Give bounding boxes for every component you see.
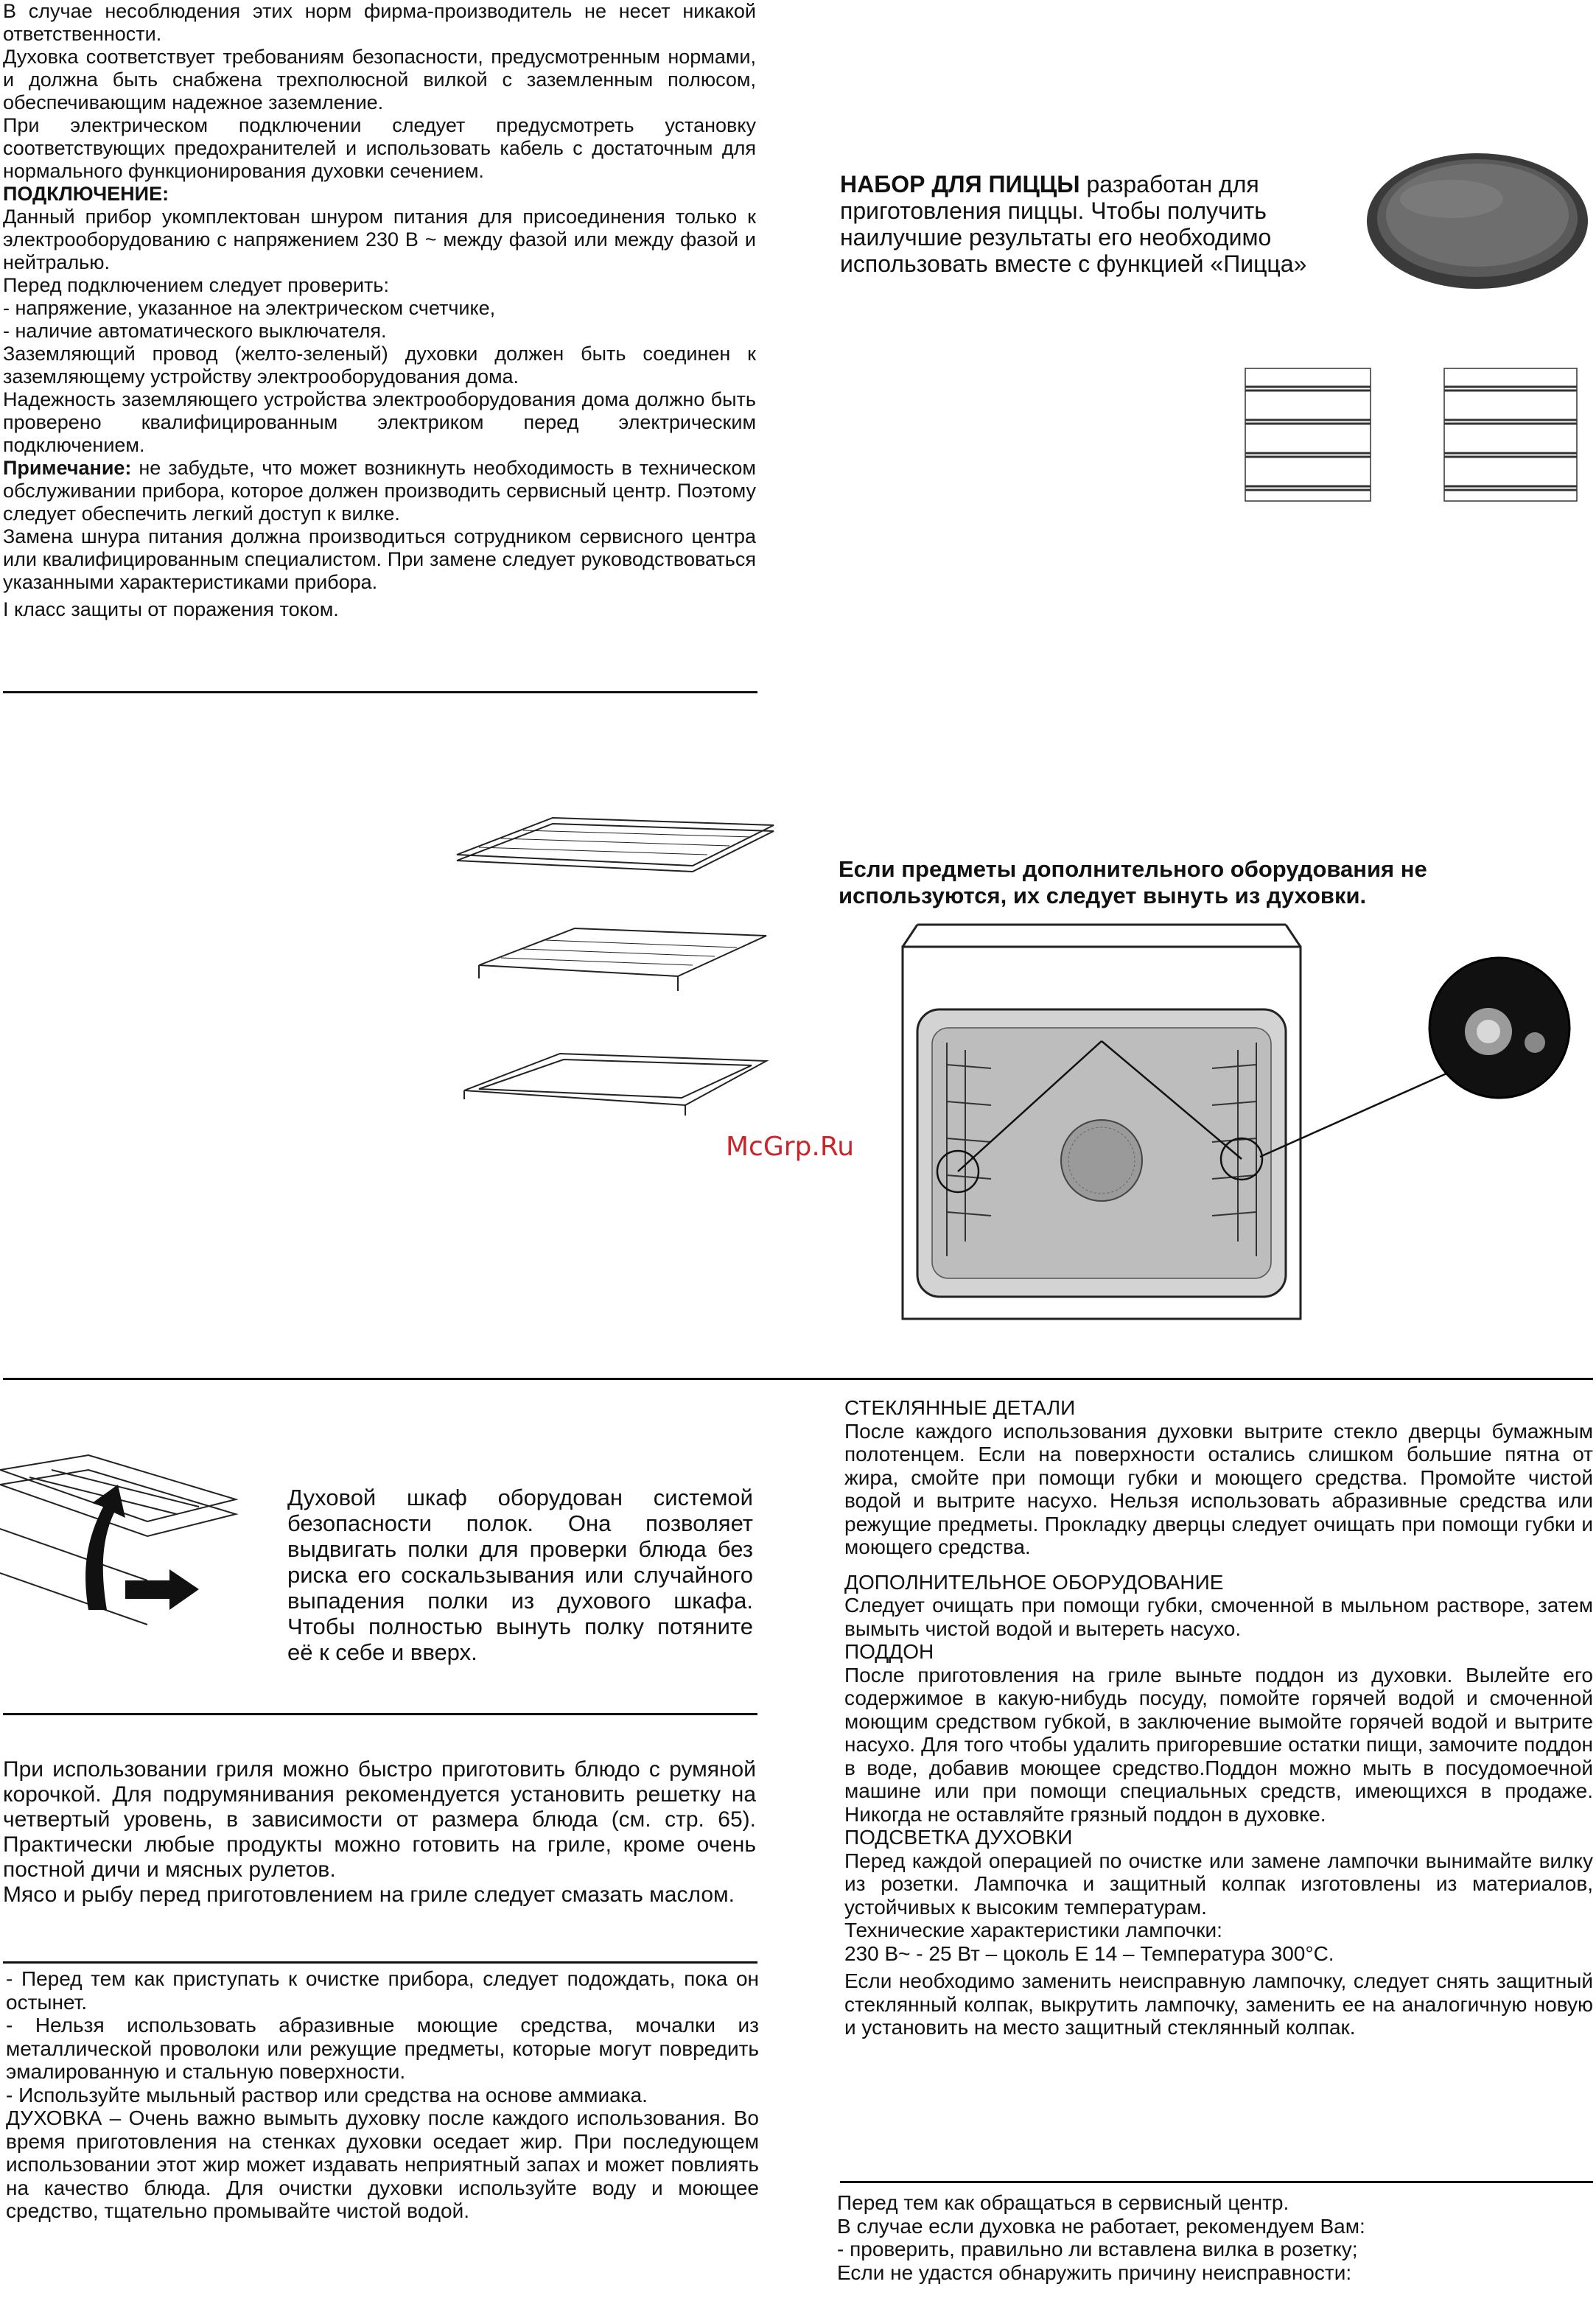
paragraph: Надежность заземляющего устройства электрооборудования дома должно быть проверено квалифицированным электриком перед электрическим подключением. [3,388,756,456]
paragraph: Перед подключением следует проверить: [3,274,389,296]
divider [3,1378,1593,1380]
paragraph: При использовании гриля можно быстро приготовить блюдо с румяной корочкой. Для подрумянивания рекомендуется установить решетку на четвертый уровень, в зависимости от размера блюда (см. стр. 65). Практически любые продукты можно готовить на гриле, кроме очень постной дичи и мясных рулетов. [3,1757,756,1882]
oven-interior-image [895,917,1595,1330]
paragraph: ДУХОВКА – Очень важно вымыть духовку после каждого использования. Во время приготовления на стенках духовки оседает жир. При последующем использовании этот жир может издавать неприятный запах и может повлиять на качество блюда. Для очистки духовки используйте воду и моющее средство, тщательно промывайте чистой водой. [6,2106,759,2222]
grill-text [3,1757,756,1908]
paragraph: Если необходимо заменить неисправную лампочку, следует снять защитный стеклянный колпак, выкрутить лампочку, заменить ее на аналогичную новую и установить на место защитный стеклянный колпак. [844,1969,1593,2039]
shelf-guide-image [0,1455,236,1632]
section-heading: ПОДДОН [844,1640,934,1663]
paragraph: 230 В~ - 25 Вт – цоколь Е 14 – Температура 300°С. [844,1941,1334,1965]
paragraph: В случае если духовка не работает, рекомендуем Вам: [837,2214,1365,2238]
section-heading: СТЕКЛЯННЫЕ ДЕТАЛИ [844,1396,1076,1419]
paragraph: I класс защиты от поражения током. [3,598,339,620]
divider [3,1713,757,1715]
paragraph: Следует очищать при помощи губки, смоченной в мыльном растворе, затем вымыть чистой водой и вытереть насухо. [844,1594,1593,1640]
cleaning-text [6,1967,759,2223]
paragraph: Духовка соответствует требованиям безопасности, предусмотренным нормами, и должна быть снабжена трехполюсной вилкой с заземленным полюсом, обеспечивающим надежное заземление. [3,46,756,113]
accessories-remove-note: Если предметы дополнительного оборудования не используются, их следует вынуть из духовки. [839,856,1427,908]
paragraph: Мясо и рыбу перед приготовлением на гриле следует смазать маслом. [3,1883,735,1907]
watermark: McGrp.Ru [726,1132,855,1162]
pizza-kit-text [840,171,1312,277]
paragraph: Технические характеристики лампочки: [844,1919,1222,1941]
note-label: Примечание: [3,457,132,479]
paragraph: - Используйте мыльный раствор или средства на основе аммиака. [6,2083,648,2106]
paragraph: После каждого использования духовки вытрите стекло дверцы бумажным полотенцем. Если на поверхности остались слишком большие пятна от жира, смойте при помощи губки и моющего средства. Промойте чистой водой и вытрите насухо. Нельзя использовать абразивные средства или режущие предметы. Прокладку дверцы следует очищать при помощи губки и моющего средства. [844,1419,1593,1558]
maintenance-text [844,1396,1593,2039]
divider [840,2181,1593,2183]
section-heading: ДОПОЛНИТЕЛЬНОЕ ОБОРУДОВАНИЕ [844,1570,1224,1594]
paragraph: Данный прибор укомплектован шнуром питания для присоединения только к электрооборудованию с напряжением 230 В ~ между фазой или между фазой и нейтралью. [3,206,756,273]
paragraph: - наличие автоматического выключателя. [3,320,387,342]
paragraph: Перед каждой операцией по очистке или замене лампочки вынимайте вилку из розетки. Лампочка и защитный колпак изготовлены из материалов, устойчивых к высоким температурам. [844,1849,1593,1919]
paragraph: Замена шнура питания должна производиться сотрудником сервисного центра или квалифицированным специалистом. При замене следует руководствоваться указанными характеристиками прибора. [3,525,756,593]
divider [3,691,757,693]
paragraph: - Перед тем как приступать к очистке прибора, следует подождать, пока он остынет. [6,1967,759,2014]
installation-text [3,0,756,621]
paragraph: - проверить, правильно ли вставлена вилка в розетку; [837,2238,1358,2260]
paragraph: После приготовления на гриле выньте поддон из духовки. Вылейте его содержимое в какую-нибудь посуду, помойте горячей водой и смоченной моющим средством губкой, в заключение вымойте горячей водой и вытрите насухо. Для того чтобы удалить пригоревшие остатки пищи, замочите поддон в воде, добавив моющее средство.Поддон можно мыть в посудомоечной машине или при помощи специальных средств, имеющихся в продаже. Никогда не оставляйте грязный поддон в духовке. [844,1663,1593,1826]
paragraph: Если не удастся обнаружить причину неисправности: [837,2260,1352,2284]
paragraph: Заземляющий провод (желто-зеленый) духовки должен быть соединен к заземляющему устройству электрооборудования дома. [3,343,756,388]
section-heading: ПОДСВЕТКА ДУХОВКИ [844,1826,1073,1849]
pizza-pan-image [1363,147,1592,295]
side-rails-image [1231,361,1592,508]
paragraph: Перед тем как обращаться в сервисный центр. [837,2191,1289,2214]
paragraph: - напряжение, указанное на электрическом счетчике, [3,297,496,319]
pizza-kit-title: НАБОР ДЛЯ ПИЦЦЫ [840,171,1080,197]
pizza-kit-desc: разработан для приготовления пиццы. Чтобы получить наилучшие результаты его необходимо использовать вместе с функцией «Пицца» [840,171,1307,277]
section-heading: ПОДКЛЮЧЕНИЕ: [3,183,169,205]
note-paragraph [3,457,756,525]
paragraph: В случае несоблюдения этих норм фирма-производитель не несет никакой ответственности. [3,0,756,45]
note-text: не забудьте, что может возникнуть необходимость в техническом обслуживании прибора, которое должен производить сервисный центр. Поэтому следует обеспечить легкий доступ к вилке. [3,457,756,525]
paragraph: При электрическом подключении следует предусмотреть установку соответствующих предохранителей и использовать кабель с достаточным для нормального функционирования духовки сечением. [3,114,756,182]
divider [3,1961,757,1964]
oven-accessories-image [449,810,788,1142]
paragraph: - Нельзя использовать абразивные моющие средства, мочалки из металлической проволоки или режущие предметы, которые могут повредить эмалированную и стальную поверхности. [6,2014,759,2083]
shelf-safety-text: Духовой шкаф оборудован системой безопасности полок. Она позволяет выдвигать полки для проверки блюда без риска его соскальзывания или случайного выпадения полки из духового шкафа. Чтобы полностью вынуть полку потяните её к себе и вверх. [287,1485,753,1665]
service-text [837,2191,1593,2284]
